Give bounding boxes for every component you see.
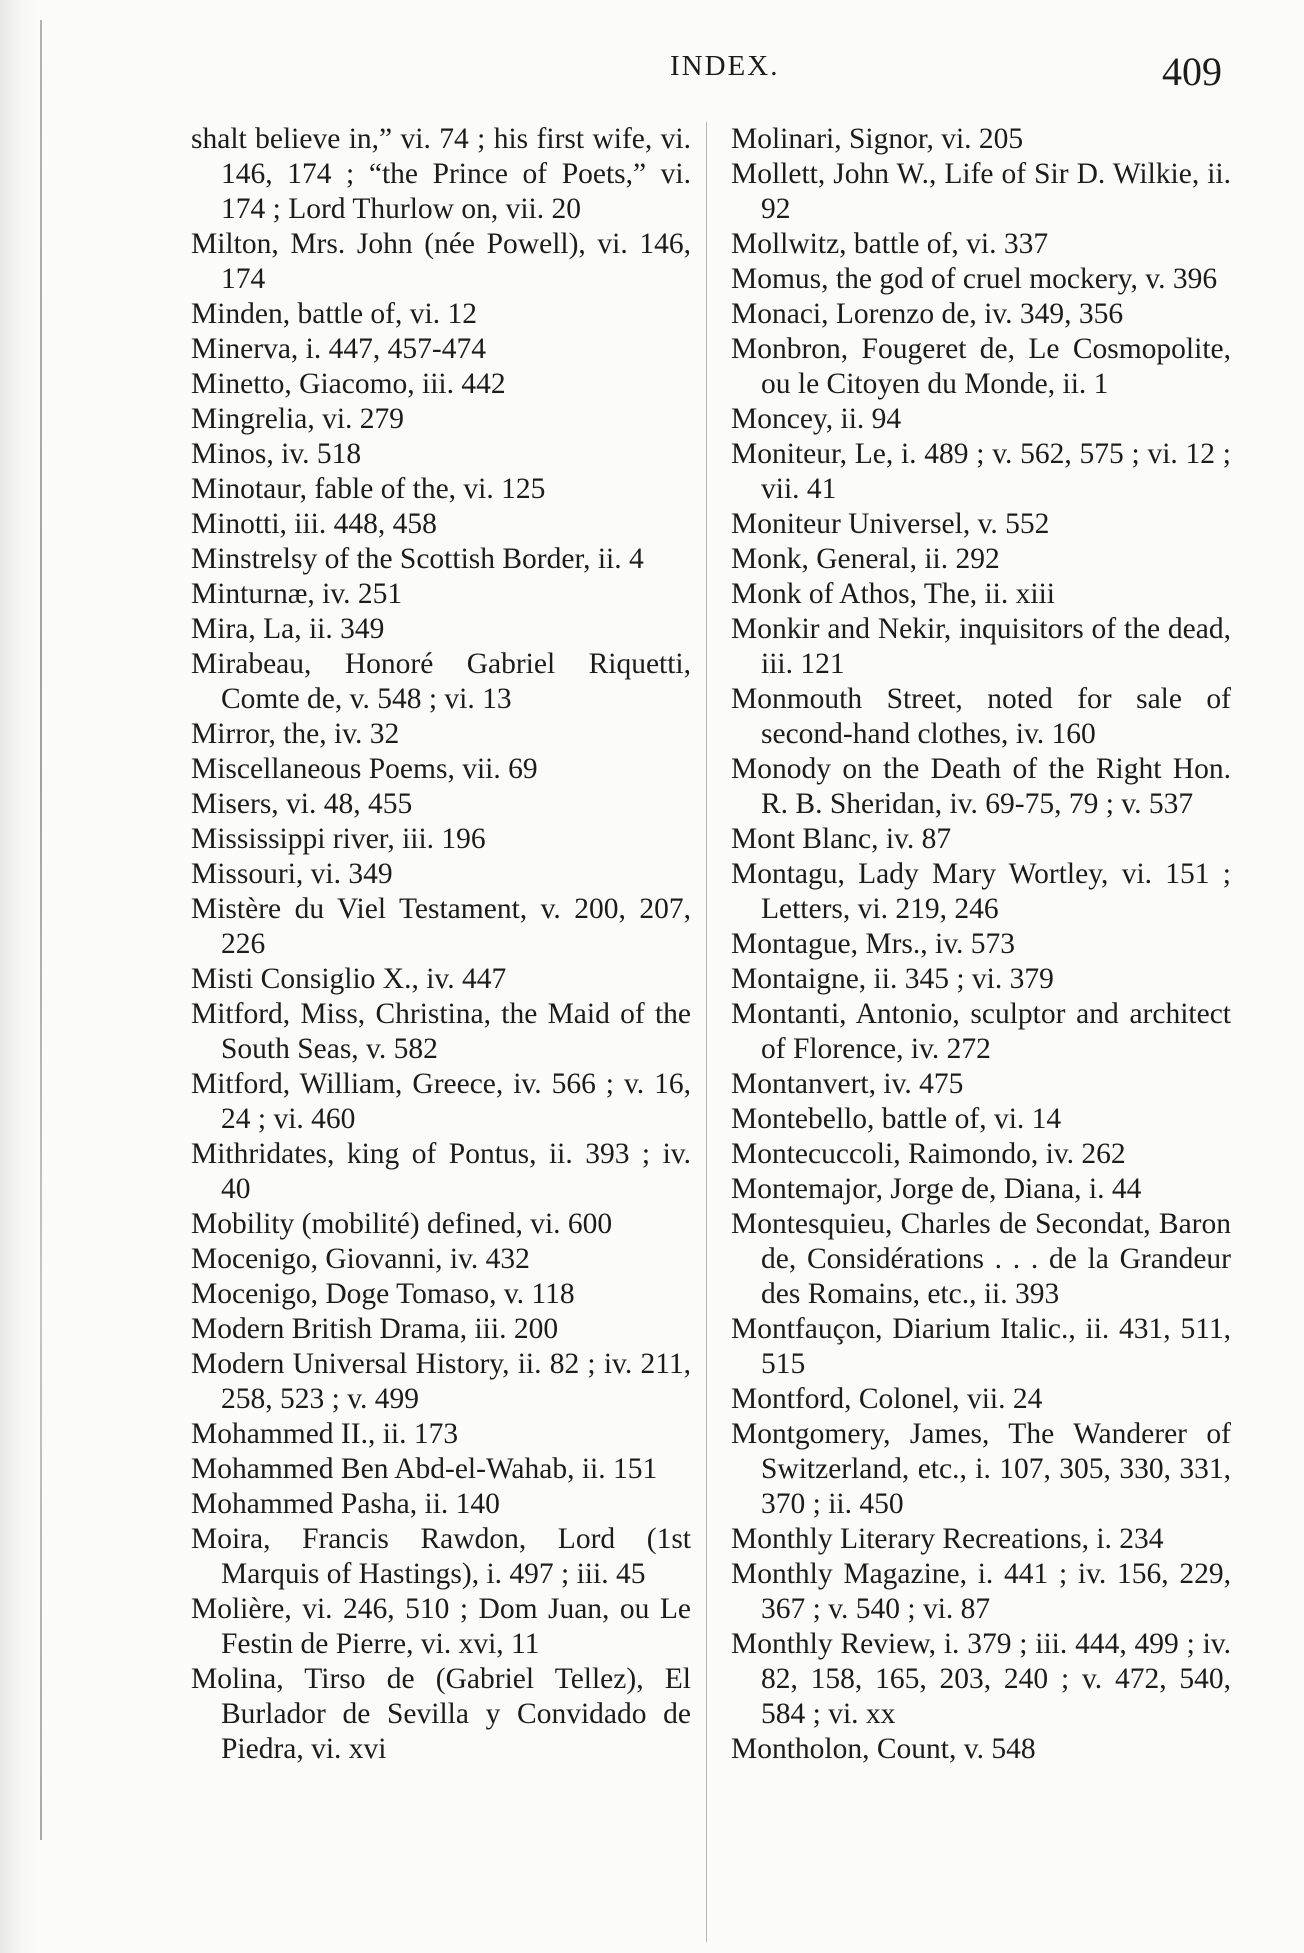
index-entry: Montague, Mrs., iv. 573 — [731, 928, 1016, 960]
index-entry: Minos, iv. 518 — [191, 438, 362, 470]
index-entry: Montgomery, James, The Wanderer of Switzerland, etc., i. 107, 305, 330, 331, 370 ; ii. 450 — [731, 1418, 1231, 1520]
index-entry: Milton, Mrs. John (née Powell), vi. 146, 174 — [191, 228, 691, 295]
index-entry: Mocenigo, Doge Tomaso, v. 118 — [191, 1278, 575, 1310]
index-entry: Montebello, battle of, vi. 14 — [731, 1103, 1062, 1135]
index-entry: Montholon, Count, v. 548 — [731, 1733, 1036, 1765]
index-entry: Mocenigo, Giovanni, iv. 432 — [191, 1243, 530, 1275]
index-entry: Monmouth Street, noted for sale of second-hand clothes, iv. 160 — [731, 683, 1231, 750]
index-entry: Mont Blanc, iv. 87 — [731, 823, 952, 855]
index-entry: Monody on the Death of the Right Hon. R. B. Sheridan, iv. 69-75, 79 ; v. 537 — [731, 753, 1231, 820]
index-entry: Montesquieu, Charles de Secondat, Baron de, Considérations . . . de la Grandeur des Romains, etc., ii. 393 — [731, 1208, 1231, 1310]
index-entry: Momus, the god of cruel mockery, v. 396 — [731, 263, 1218, 295]
index-entry: Mithridates, king of Pontus, ii. 393 ; iv. 40 — [191, 1138, 691, 1205]
index-entry: Mira, La, ii. 349 — [191, 613, 385, 645]
index-entry: Moira, Francis Rawdon, Lord (1st Marquis of Hastings), i. 497 ; iii. 45 — [191, 1523, 691, 1590]
index-entry: Mississippi river, iii. 196 — [191, 823, 486, 855]
index-entry: Mollett, John W., Life of Sir D. Wilkie, ii. 92 — [731, 158, 1231, 225]
index-entry: Molière, vi. 246, 510 ; Dom Juan, ou Le Festin de Pierre, vi. xvi, 11 — [191, 1593, 691, 1660]
index-entry: Monbron, Fougeret de, Le Cosmopolite, ou le Citoyen du Monde, ii. 1 — [731, 333, 1231, 400]
index-entry: Montford, Colonel, vii. 24 — [731, 1383, 1043, 1415]
index-entry: Mohammed II., ii. 173 — [191, 1418, 459, 1450]
index-entry: Mingrelia, vi. 279 — [191, 403, 405, 435]
index-entry: Miscellaneous Poems, vii. 69 — [191, 753, 538, 785]
index-entry: Missouri, vi. 349 — [191, 858, 393, 890]
index-entry: Molina, Tirso de (Gabriel Tellez), El Burlador de Sevilla y Convidado de Piedra, vi. xvi — [191, 1663, 691, 1765]
index-entry: Modern British Drama, iii. 200 — [191, 1313, 559, 1345]
index-entry: Montecuccoli, Raimondo, iv. 262 — [731, 1138, 1126, 1170]
index-entry: Mirabeau, Honoré Gabriel Riquetti, Comte de, v. 548 ; vi. 13 — [191, 648, 691, 715]
index-entry: Monkir and Nekir, inquisitors of the dead, iii. 121 — [731, 613, 1231, 680]
index-entry: Moncey, ii. 94 — [731, 403, 902, 435]
index-entry: Mobility (mobilité) defined, vi. 600 — [191, 1208, 613, 1240]
index-entry: Mitford, William, Greece, iv. 566 ; v. 16, 24 ; vi. 460 — [191, 1068, 691, 1135]
index-entry: Montfauçon, Diarium Italic., ii. 431, 511, 515 — [731, 1313, 1231, 1380]
index-entry: Montagu, Lady Mary Wortley, vi. 151 ; Letters, vi. 219, 246 — [731, 858, 1231, 925]
index-entry: Moniteur Universel, v. 552 — [731, 508, 1050, 540]
index-entry: Minstrelsy of the Scottish Border, ii. 4 — [191, 543, 644, 575]
column-divider — [706, 122, 707, 1942]
index-column-left — [191, 122, 691, 1767]
index-entry: Mollwitz, battle of, vi. 337 — [731, 228, 1049, 260]
index-entry: Minden, battle of, vi. 12 — [191, 298, 477, 330]
index-entry: Minetto, Giacomo, iii. 442 — [191, 368, 506, 400]
index-entry: Monaci, Lorenzo de, iv. 349, 356 — [731, 298, 1124, 330]
index-entry: Montanvert, iv. 475 — [731, 1068, 964, 1100]
index-entry: Misers, vi. 48, 455 — [191, 788, 413, 820]
page-header-title: INDEX. — [670, 50, 780, 82]
index-entry: Minotti, iii. 448, 458 — [191, 508, 437, 540]
index-entry: Montanti, Antonio, sculptor and architect of Florence, iv. 272 — [731, 998, 1231, 1065]
index-column-right — [731, 122, 1231, 1767]
index-entry: Mistère du Viel Testament, v. 200, 207, 226 — [191, 893, 691, 960]
index-entry: Montaigne, ii. 345 ; vi. 379 — [731, 963, 1054, 995]
page-binding-edge — [40, 20, 42, 1840]
index-entry: Minturnæ, iv. 251 — [191, 578, 403, 610]
index-entry: Monk, General, ii. 292 — [731, 543, 1000, 575]
index-entry: Mohammed Ben Abd-el-Wahab, ii. 151 — [191, 1453, 658, 1485]
page-number: 409 — [1162, 49, 1222, 94]
index-entry: Monthly Review, i. 379 ; iii. 444, 499 ; iv. 82, 158, 165, 203, 240 ; v. 472, 540, 584 ; vi. xx — [731, 1628, 1231, 1730]
index-entry: Monthly Magazine, i. 441 ; iv. 156, 229, 367 ; v. 540 ; vi. 87 — [731, 1558, 1231, 1625]
index-entry: Minotaur, fable of the, vi. 125 — [191, 473, 546, 505]
index-entry: Minerva, i. 447, 457-474 — [191, 333, 486, 365]
index-entry: Misti Consiglio X., iv. 447 — [191, 963, 507, 995]
index-entry: shalt believe in,” vi. 74 ; his first wife, vi. 146, 174 ; “the Prince of Poets,” vi. 174 ; Lord Thurlow on, vii. 20 — [191, 123, 691, 225]
index-entry: Monthly Literary Recreations, i. 234 — [731, 1523, 1164, 1555]
index-entry: Moniteur, Le, i. 489 ; v. 562, 575 ; vi. 12 ; vii. 41 — [731, 438, 1231, 505]
index-entry: Modern Universal History, ii. 82 ; iv. 211, 258, 523 ; v. 499 — [191, 1348, 691, 1415]
index-entry: Mohammed Pasha, ii. 140 — [191, 1488, 500, 1520]
index-entry: Mitford, Miss, Christina, the Maid of the South Seas, v. 582 — [191, 998, 691, 1065]
page-binding-shadow — [0, 0, 36, 1953]
index-entry: Montemajor, Jorge de, Diana, i. 44 — [731, 1173, 1142, 1205]
index-entry: Molinari, Signor, vi. 205 — [731, 123, 1024, 155]
index-entry: Monk of Athos, The, ii. xiii — [731, 578, 1055, 610]
index-entry: Mirror, the, iv. 32 — [191, 718, 400, 750]
